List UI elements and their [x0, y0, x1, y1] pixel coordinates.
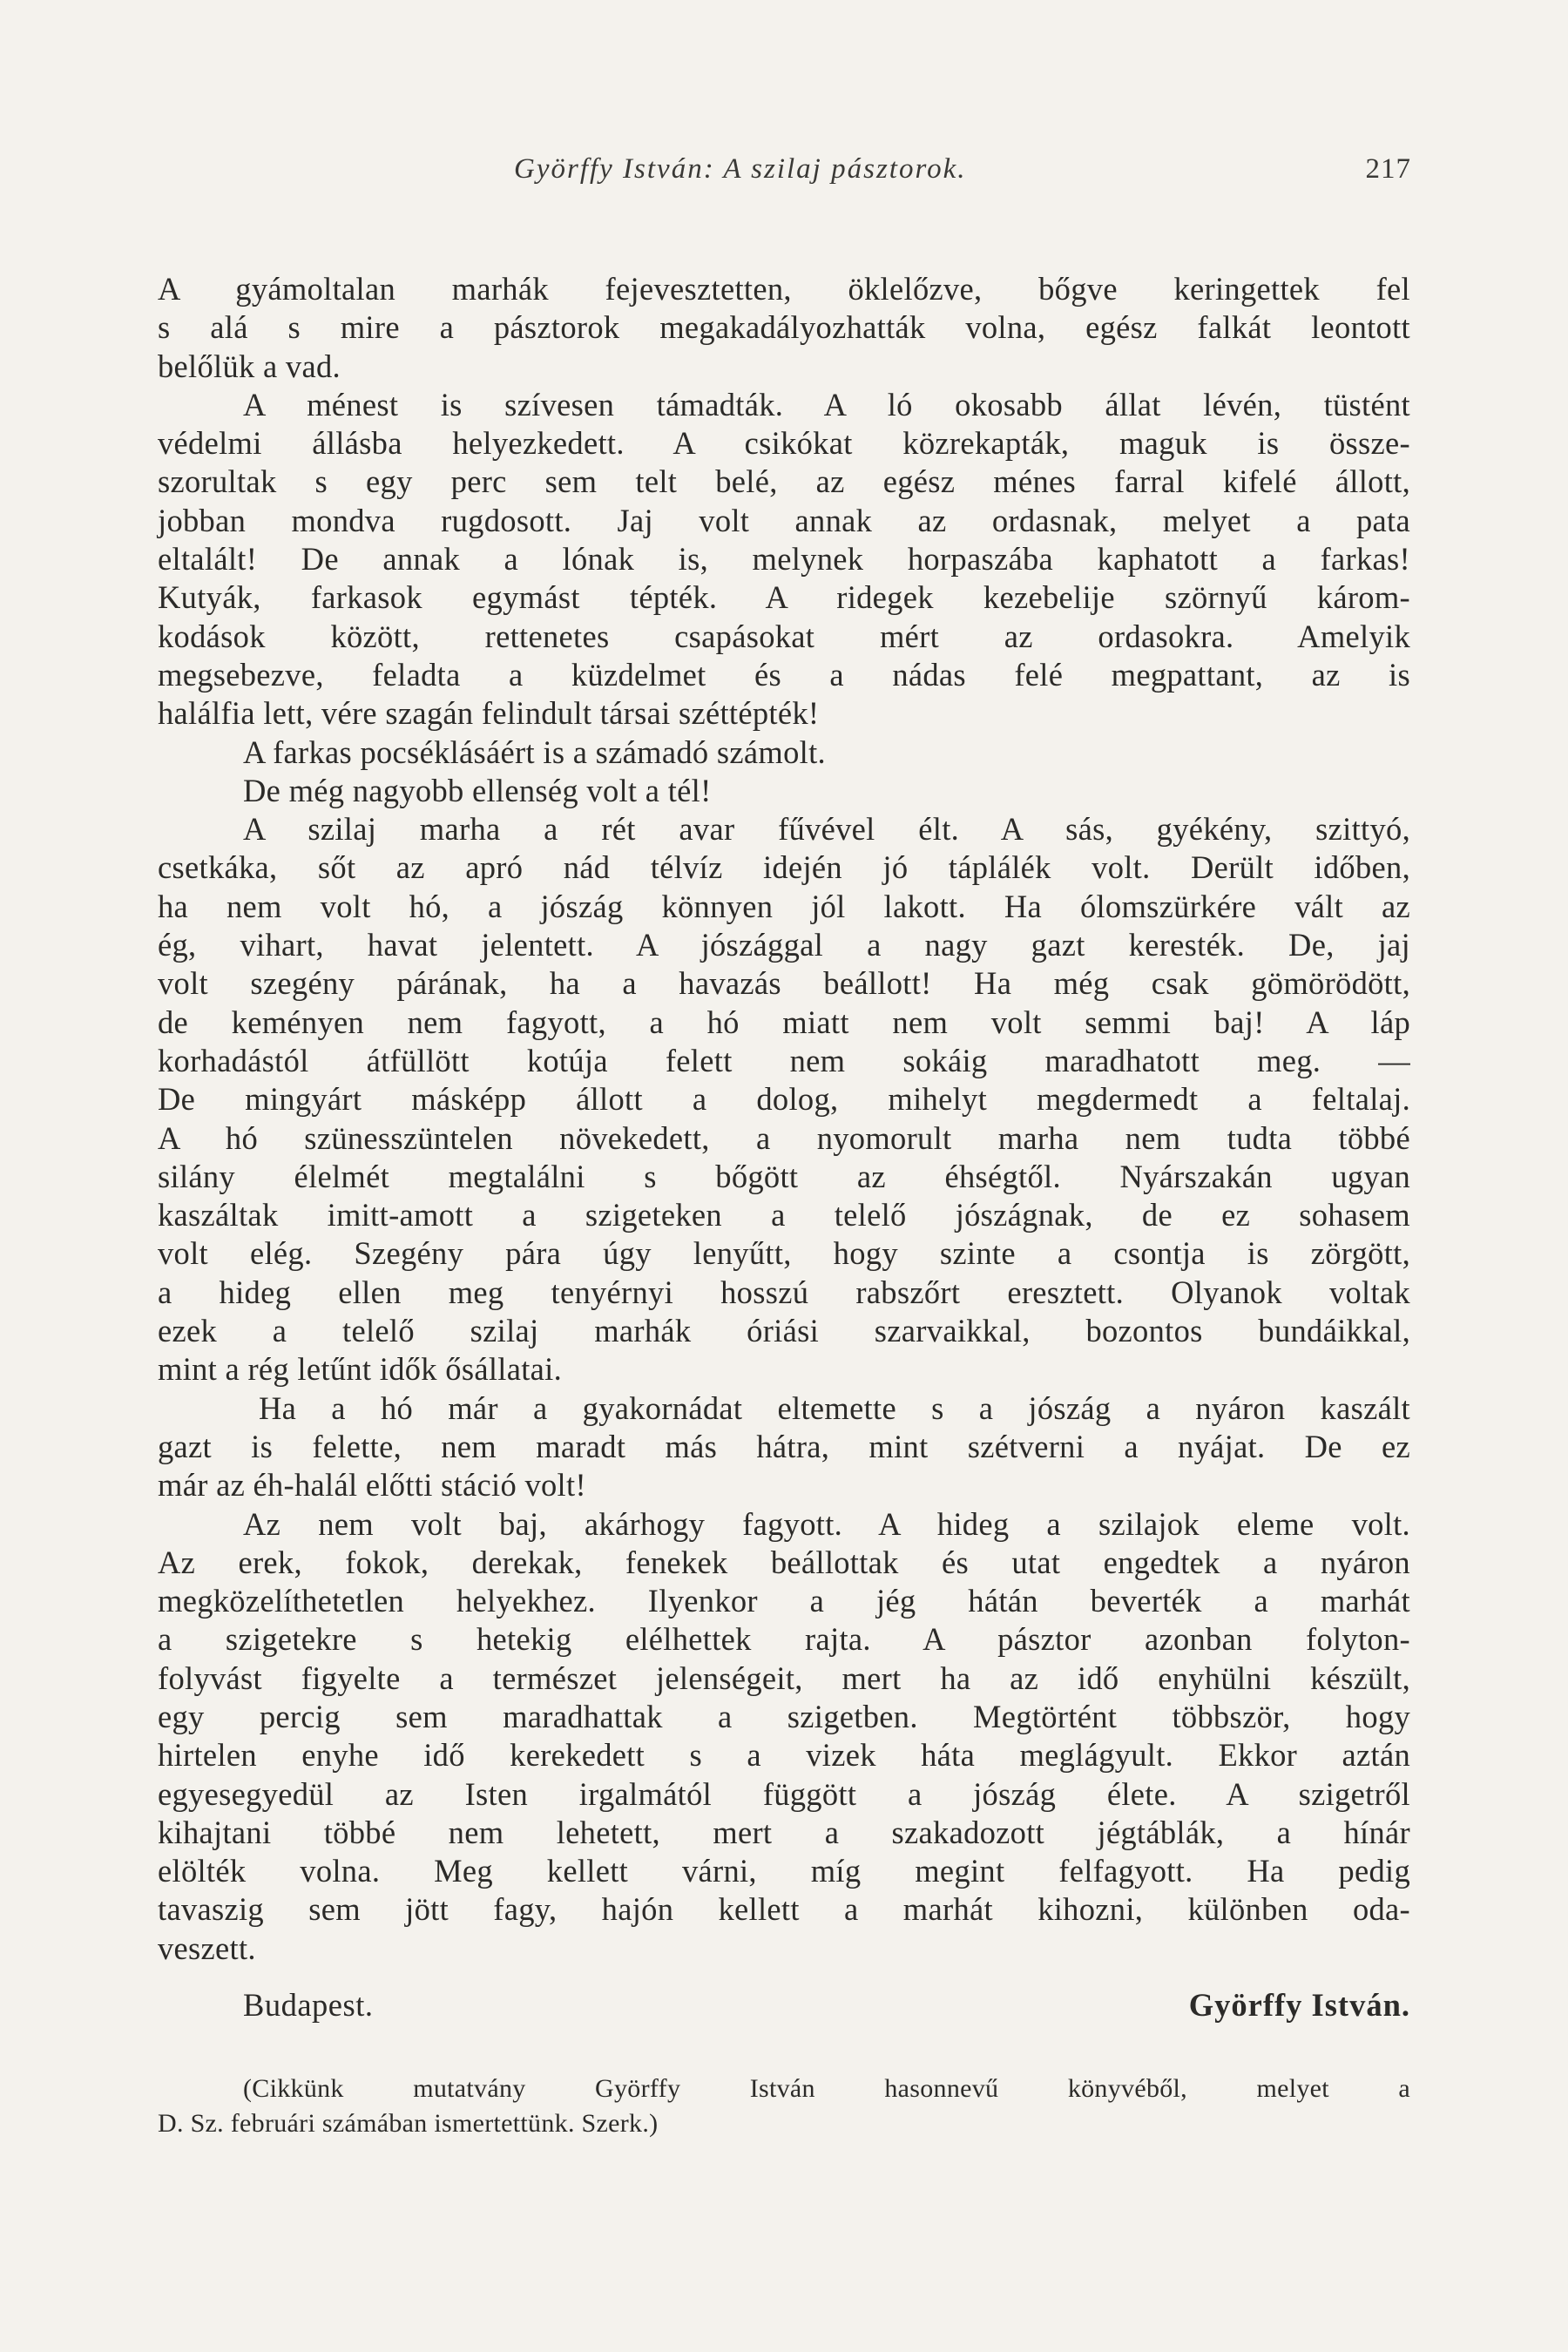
note-line: (Cikkünk mutatvány Györffy István hasonnevű könyvéből, melyet a: [243, 2074, 1410, 2103]
text-line: gazt is felette, nem maradt más hátra, mint szétverni a nyájat. De ez: [158, 1428, 1410, 1464]
text-line: Az nem volt baj, akárhogy fagyott. A hideg a szilajok eleme volt.: [243, 1505, 1410, 1542]
note-line: D. Sz. februári számában ismertettünk. Szerk.): [158, 2109, 659, 2138]
text-line: Ha a hó már a gyakornádat eltemette s a jószág a nyáron kaszált: [259, 1389, 1410, 1426]
text-line: De mingyárt másképp állott a dolog, mihelyt megdermedt a feltalaj.: [158, 1081, 1410, 1118]
text-line: a hideg ellen meg tenyérnyi hosszú rabszőrt eresztett. Olyanok voltak: [158, 1274, 1410, 1310]
text-line: belőlük a vad.: [158, 348, 341, 384]
text-line: Kutyák, farkasok egymást tépték. A ridegek kezebelije szörnyű károm-: [158, 579, 1410, 616]
text-line: csetkáka, sőt az apró nád télvíz idején jó táplálék volt. Derült időben,: [158, 849, 1410, 886]
text-line: Az erek, fokok, derekak, fenekek beállottak és utat engedtek a nyáron: [158, 1544, 1410, 1580]
editorial-note: [158, 2072, 1410, 2141]
text-line: halálfia lett, vére szagán felindult társai széttépték!: [158, 695, 820, 732]
author-signature: Györffy István.: [1188, 1987, 1410, 2023]
text-line: de keményen nem fagyott, a hó miatt nem volt semmi baj! A láp: [158, 1004, 1410, 1040]
text-line: kaszáltak imitt-amott a szigeteken a telelő jószágnak, de ez sohasem: [158, 1197, 1410, 1233]
text-line: elölték volna. Meg kellett várni, míg megint felfagyott. Ha pedig: [158, 1853, 1410, 1889]
text-line: hirtelen enyhe idő kerekedett s a vizek háta meglágyult. Ekkor aztán: [158, 1737, 1410, 1774]
text-line: ezek a telelő szilaj marhák óriási szarvaikkal, bozontos bundáikkal,: [158, 1313, 1410, 1349]
text-line: A gyámoltalan marhák fejevesztetten, öklelőzve, bőgve keringettek fel: [158, 271, 1410, 307]
text-line: jobban mondva rugdosott. Jaj volt annak az ordasnak, melyet a pata: [158, 502, 1410, 538]
text-line: silány élelmét megtalálni s bőgött az éhségtől. Nyárszakán ugyan: [158, 1158, 1410, 1194]
text-line: a szigetekre s hetekig elélhettek rajta. A pásztor azonban folyton-: [158, 1621, 1410, 1658]
text-line: volt szegény párának, ha a havazás beállott! Ha még csak gömörödött,: [158, 965, 1410, 1002]
text-line: kihajtani többé nem lehetett, mert a szakadozott jégtáblák, a hínár: [158, 1814, 1410, 1850]
place-name: Budapest.: [243, 1987, 374, 2023]
text-line: s alá s mire a pásztorok megakadályozhatták volna, egész falkát leontott: [158, 309, 1410, 346]
text-line: A hó szünesszüntelen növekedett, a nyomorult marha nem tudta többé: [158, 1119, 1410, 1156]
text-line: De még nagyobb ellenség volt a tél!: [243, 772, 712, 808]
page-number: 217: [1365, 153, 1411, 185]
signature-row: [158, 1986, 1410, 2028]
text-line: védelmi állásba helyezkedett. A csikókat közrekapták, maguk is össze-: [158, 425, 1410, 462]
text-line: egy percig sem maradhattak a szigetben. Megtörtént többször, hogy: [158, 1698, 1410, 1734]
text-line: veszett.: [158, 1930, 256, 1966]
text-line: A farkas pocséklásáért is a számadó számolt.: [243, 733, 826, 770]
text-line: ég, vihart, havat jelentett. A jószággal a nagy gazt keresték. De, jaj: [158, 927, 1410, 963]
text-line: A szilaj marha a rét avar fűvével élt. A sás, gyékény, szittyó,: [243, 811, 1410, 848]
text-line: folyvást figyelte a természet jelenségeit, mert ha az idő enyhülni készült,: [158, 1659, 1410, 1696]
body-text: [158, 270, 1410, 1968]
text-line: megközelíthetetlen helyekhez. Ilyenkor a jég hátán beverték a marhát: [158, 1583, 1410, 1619]
text-line: ha nem volt hó, a jószág könnyen jól lakott. Ha ólomszürkére vált az: [158, 888, 1410, 924]
text-line: egyesegyedül az Isten irgalmától függött a jószág élete. A szigetről: [158, 1775, 1410, 1812]
text-line: mint a rég letűnt idők ősállatai.: [158, 1351, 563, 1388]
text-line: megsebezve, feladta a küzdelmet és a nádas felé megpattant, az is: [158, 656, 1410, 693]
page-header: [157, 153, 1411, 197]
running-title: Györffy István: A szilaj pásztorok.: [514, 153, 967, 185]
text-line: kodások között, rettenetes csapásokat mért az ordasokra. Amelyik: [158, 618, 1410, 654]
text-line: tavaszig sem jött fagy, hajón kellett a marhát kihozni, különben oda-: [158, 1891, 1410, 1928]
text-line: szorultak s egy perc sem telt belé, az egész ménes farral kifelé állott,: [158, 463, 1410, 500]
text-line: eltalált! De annak a lónak is, melynek horpaszába kaphatott a farkas!: [158, 541, 1410, 578]
text-line: már az éh-halál előtti stáció volt!: [158, 1467, 586, 1504]
text-line: volt elég. Szegény pára úgy lenyűtt, hogy szinte a csontja is zörgött,: [158, 1235, 1410, 1272]
text-line: korhadástól átfüllött kotúja felett nem sokáig maradhatott meg. —: [158, 1042, 1410, 1078]
text-line: A ménest is szívesen támadták. A ló okosabb állat lévén, tüstént: [243, 386, 1410, 422]
